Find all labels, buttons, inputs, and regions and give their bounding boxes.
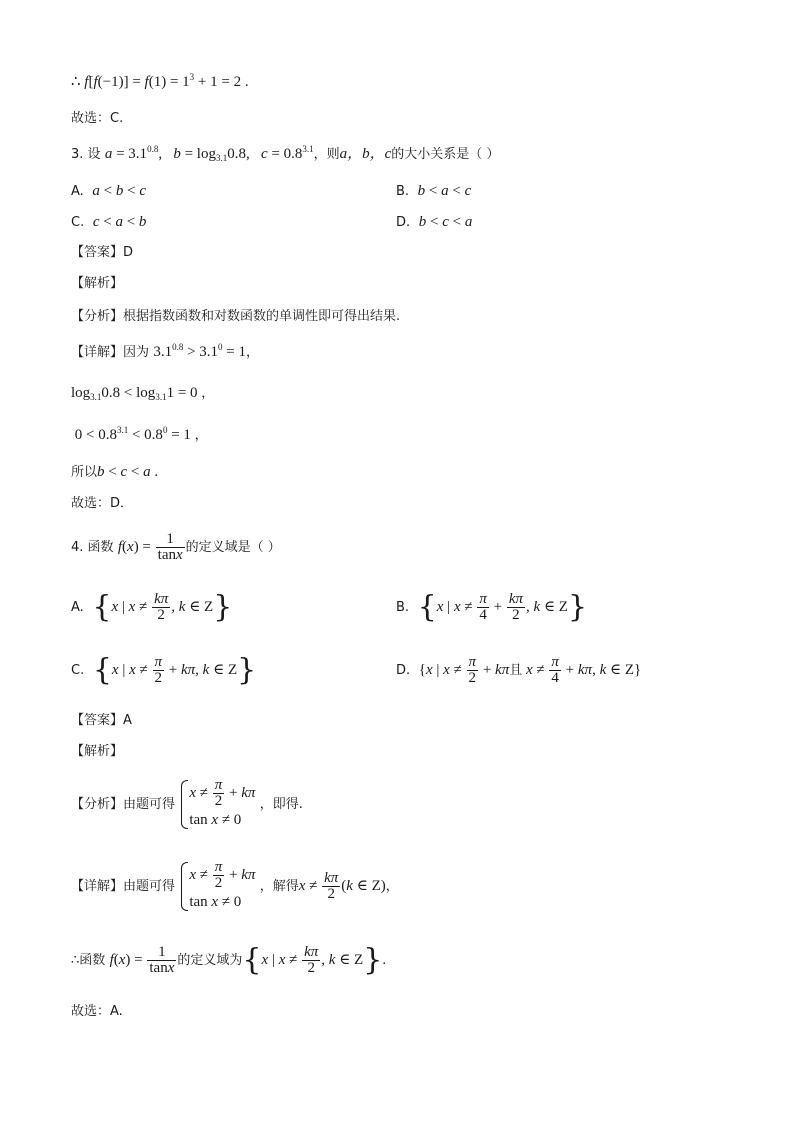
q3-option-a: A. a < b < c (71, 183, 146, 199)
condition-system-2: x ≠ $\frac{\pi}{2}$ + kπ tan x ≠ 0 (179, 860, 255, 913)
q4-option-d: D. {x | x ≠ $\frac{\pi}{2}$ + kπ且 x ≠ $\frac{\pi}{4}$ + kπ, k ∈ Z} (396, 654, 642, 686)
q3-xiangjie-line1: 【详解】因为 $3.1^{0.8} > 3.1^0 = 1$， (71, 342, 260, 360)
q3-xiangjie-line3: $0 < 0.8^{3.1} < 0.8^0 = 1$ ， (71, 425, 208, 443)
condition-system: x ≠ $\frac{\pi}{2}$ + kπ tan x ≠ 0 (179, 778, 255, 831)
q3-option-c: C. c < a < b (71, 214, 147, 230)
q4-xiangjie: 【详解】由题可得 x ≠ $\frac{\pi}{2}$ + kπ tan x ≠ 0 ，解得x ≠ $\frac{k\pi}{2}$ (k ∈ Z)， (71, 860, 399, 913)
q4-option-a: A. {x | x ≠ $\frac{k\pi}{2}$ , k ∈ Z} (71, 589, 233, 625)
q3-option-d: D. b < c < a (396, 214, 473, 230)
q3-so-line: 所以b < c < a . (71, 464, 159, 480)
q3-choose: 故选：D． (71, 496, 134, 511)
answer-choice-c-line: 故选：C. (71, 111, 124, 126)
q3-xiangjie-line2: $\log_{3.1}0.8 < \log_{3.1}1 = 0$ ， (71, 385, 215, 402)
q4-option-b: B. {x | x ≠ $\frac{\pi}{4}$ + $\frac{k\pi}{2}$ , k ∈ Z} (396, 589, 588, 625)
q4-analysis-heading: 【解析】 (71, 744, 124, 759)
q4-choose: 故选：A. (71, 1004, 123, 1019)
equation-line-f-of-f: ∴ $f[f(-1)] = f(1) = 1^3 + 1 = 2$ . (71, 72, 249, 90)
q3-option-b: B. b < a < c (396, 183, 472, 199)
question-4-stem: 4. 函数 f(x) = $\frac{1}{\tan x}$ 的定义域是（ ） (71, 531, 281, 563)
q4-answer: 【答案】A (71, 713, 132, 728)
q3-fenxi: 【分析】根据指数函数和对数函数的单调性即可得出结果. (71, 309, 401, 324)
fraction-1-over-tanx: $\frac{1}{\tan x}$ (157, 531, 183, 563)
q4-conclusion: ∴函数 f(x) = $\frac{1}{\tan x}$ 的定义域为{x | x ≠ $\frac{k\pi}{2}$ , k ∈ Z}. (71, 942, 387, 978)
q3-analysis-heading: 【解析】 (71, 276, 124, 291)
q4-option-c: C. {x | x ≠ $\frac{\pi}{2}$ + kπ, k ∈ Z} (71, 652, 257, 688)
q3-answer: 【答案】D (71, 245, 134, 260)
q4-fenxi: 【分析】由题可得 x ≠ $\frac{\pi}{2}$ + kπ tan x ≠ 0 ，即得. (71, 778, 303, 831)
question-3-stem: 3. 设 $a = 3.1^{0.8}$, $b = \log_{3.1}0.8$, $c = 0.8^{3.1}$，则a，b，c的大小关系是（ ） (71, 144, 500, 163)
